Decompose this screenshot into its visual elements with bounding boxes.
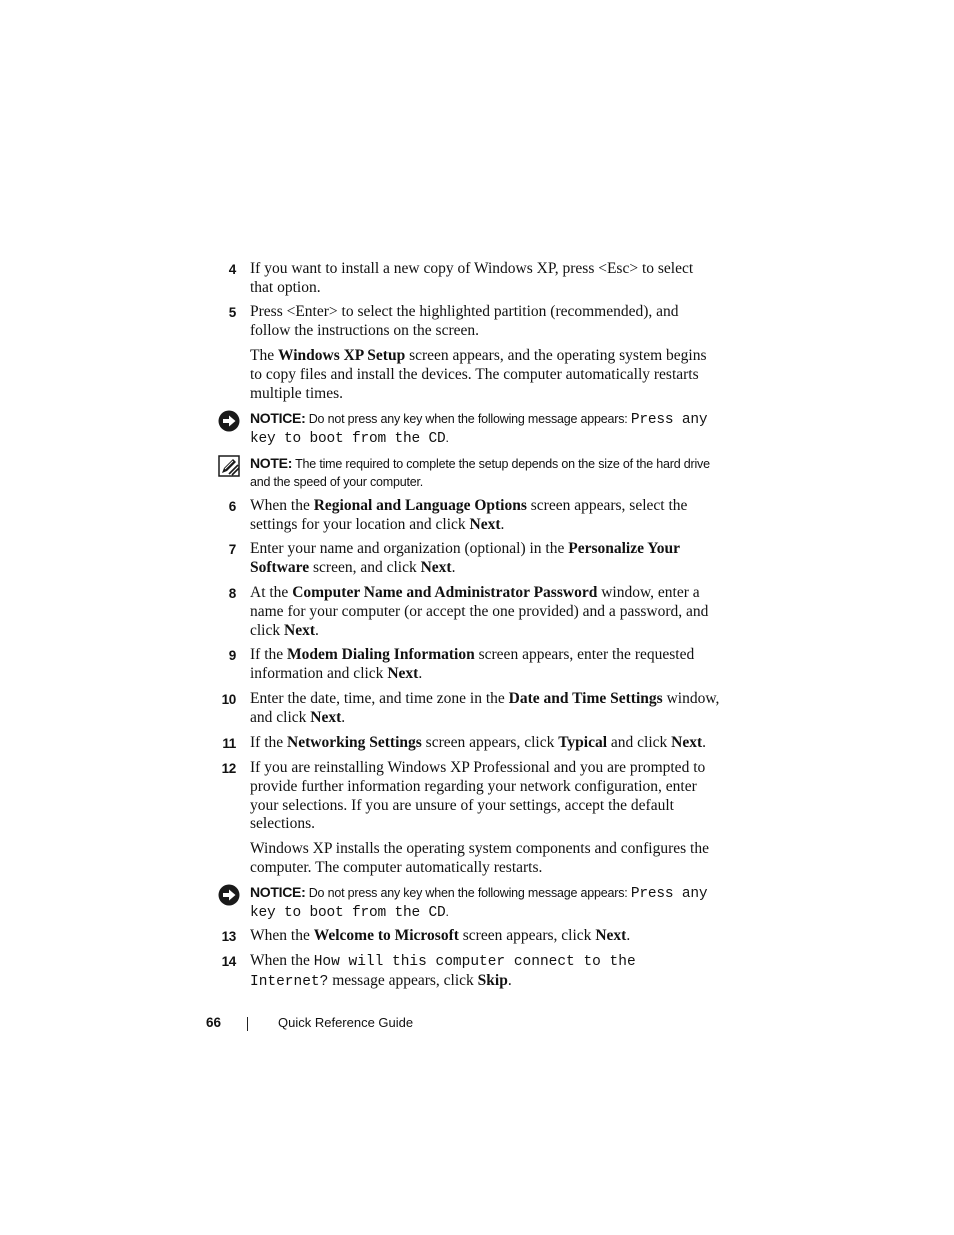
step-text: If you want to install a new copy of Windows XP, press <Esc> to select that option. <box>250 260 694 296</box>
step-8 <box>200 584 720 640</box>
note-pencil-icon <box>218 455 240 477</box>
step-text: If you are reinstalling Windows XP Professional and you are prompted to provide further information regarding your network configuration, enter your selections. If you are unsure of your settings, accept the default selections. <box>250 759 706 833</box>
code-text: Press any key to boot from the CD <box>250 412 708 447</box>
step-11 <box>200 734 720 753</box>
notice-arrow-icon <box>218 410 240 432</box>
step-number: 4 <box>228 262 236 277</box>
step-number: 9 <box>228 648 236 663</box>
step-5-paragraph: The Windows XP Setup screen appears, and the operating system begins to copy files and install the devices. The computer automatically restarts multiple times. <box>250 347 707 402</box>
step-7 <box>200 540 720 578</box>
step-14 <box>200 952 720 992</box>
step-text: Enter the date, time, and time zone in the Date and Time Settings window, and click Next. <box>250 690 720 726</box>
step-12 <box>200 759 720 834</box>
step-number: 14 <box>221 954 236 969</box>
notice-text: NOTICE: Do not press any key when the following message appears: Press any key to boot from the CD. <box>250 410 708 447</box>
step-number: 10 <box>221 692 236 707</box>
step-text: If the Modem Dialing Information screen appears, enter the requested information and click Next. <box>250 646 695 682</box>
notice-text: NOTICE: Do not press any key when the following message appears: Press any key to boot from the CD. <box>250 884 708 921</box>
note-callout <box>218 455 718 491</box>
step-6 <box>200 497 720 535</box>
step-number: 11 <box>222 736 236 751</box>
step-number: 13 <box>221 929 236 944</box>
step-number: 6 <box>228 499 236 514</box>
step-5 <box>200 303 720 341</box>
step-text: At the Computer Name and Administrator Password window, enter a name for your computer (or accept the one provided) and a password, and click Next. <box>250 584 709 639</box>
step-text: When the Welcome to Microsoft screen appears, click Next. <box>250 927 631 944</box>
step-13 <box>200 927 720 946</box>
step-text: Press <Enter> to select the highlighted partition (recommended), and follow the instructions on the screen. <box>250 303 679 339</box>
page-number: 66 <box>206 1015 222 1030</box>
footer-title: Quick Reference Guide <box>278 1015 414 1030</box>
step-text: Enter your name and organization (optional) in the Personalize Your Software screen, and click Next. <box>250 540 680 576</box>
footer-divider <box>247 1017 248 1031</box>
notice-callout <box>218 884 718 922</box>
step-text: When the Regional and Language Options screen appears, select the settings for your location and click Next. <box>250 497 688 533</box>
step-10 <box>200 690 720 728</box>
step-number: 7 <box>228 542 236 557</box>
step-12-paragraph: Windows XP installs the operating system components and configures the computer. The computer automatically restarts. <box>250 840 709 876</box>
code-text: Press any key to boot from the CD <box>250 886 708 921</box>
step-text: When the How will this computer connect to the Internet? message appears, click Skip. <box>250 952 636 990</box>
notice-arrow-icon <box>218 884 240 906</box>
step-number: 8 <box>228 586 236 601</box>
step-9 <box>200 646 720 684</box>
step-4 <box>200 260 720 298</box>
step-number: 12 <box>221 761 236 776</box>
note-text: NOTE: The time required to complete the setup depends on the size of the hard drive and the speed of your computer. <box>250 455 710 489</box>
ui-term: Windows XP Setup <box>277 347 406 364</box>
notice-callout <box>218 410 718 448</box>
step-number: 5 <box>228 305 236 320</box>
code-text: How will this computer connect to the Internet? <box>250 954 636 990</box>
step-text: If the Networking Settings screen appears, click Typical and click Next. <box>250 734 707 751</box>
